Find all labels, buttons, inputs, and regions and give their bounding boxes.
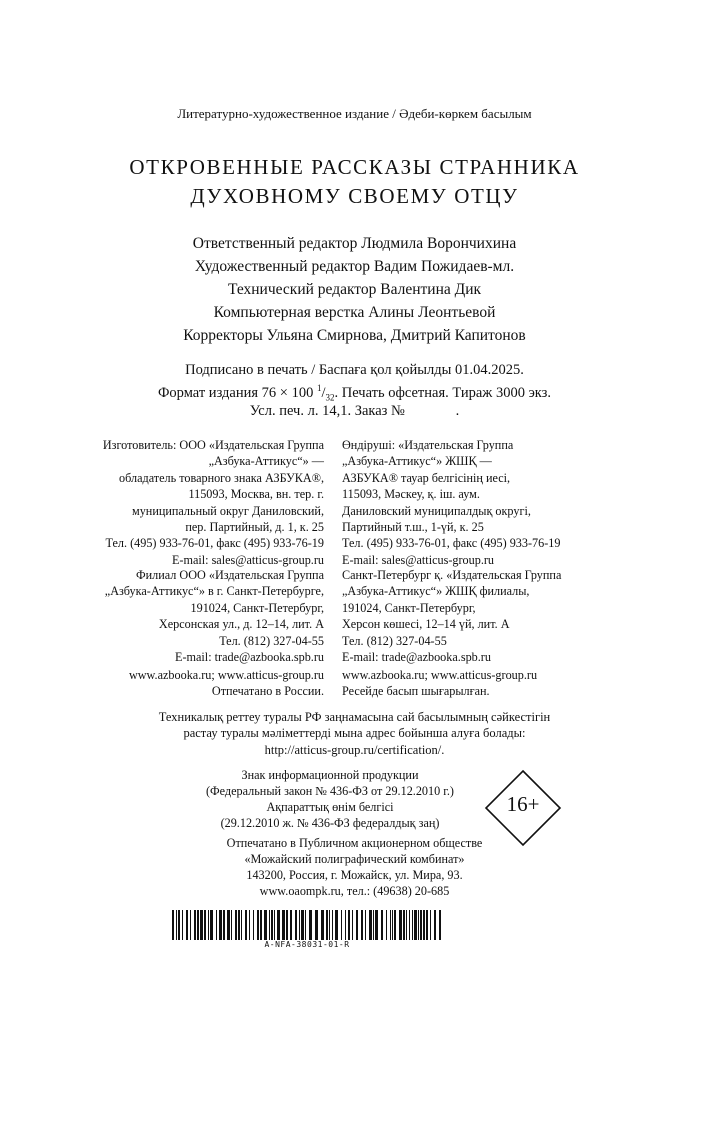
format-text: Формат издания 76 × 100 xyxy=(157,384,317,401)
manufacturer-kz xyxy=(342,437,560,568)
manufacturer-ru-line: пер. Партийный, д. 1, к. 25 xyxy=(185,520,324,535)
printer-info xyxy=(0,835,709,899)
printer-line: «Можайский полиграфический комбинат» xyxy=(244,852,465,866)
certification-notice xyxy=(0,709,709,758)
info-sign-line: (Федеральный закон № 436-ФЗ от 29.12.2010 г.) xyxy=(206,784,454,798)
branch-ru-line: Херсонская ул., д. 12–14, лит. А xyxy=(158,617,324,632)
barcode-icon xyxy=(172,910,442,940)
print-order-line: Усл. печ. л. 14,1. Заказ № . xyxy=(249,403,460,419)
credit-line: Технический редактор Валентина Дик xyxy=(227,281,482,298)
credit-line: Корректоры Ульяна Смирнова, Дмитрий Капитонов xyxy=(183,327,526,344)
manufacturer-kz-line: 115093, Мәскеу, қ. іш. аум. xyxy=(342,487,480,502)
printer-line: 143200, Россия, г. Можайск, ул. Мира, 93. xyxy=(246,868,463,882)
certification-line: Техникалық реттеу туралы РФ заңнамасына сай басылымның сәйкестігін xyxy=(158,710,551,724)
web-kz-line: Ресейде басып шығарылған. xyxy=(342,684,490,699)
manufacturer-ru-line: „Азбука-Аттикус“» — xyxy=(208,454,324,469)
branch-kz xyxy=(342,567,561,665)
manufacturer-kz-line: Тел. (495) 933-76-01, факс (495) 933-76-19 xyxy=(342,536,561,551)
credit-line: Художественный редактор Вадим Пожидаев-мл. xyxy=(194,258,515,275)
manufacturer-kz-line: „Азбука-Аттикус“» ЖШҚ — xyxy=(342,454,492,469)
barcode-text: A-NFA-38031-01-R xyxy=(264,940,350,949)
fraction-denominator: 32 xyxy=(325,392,335,403)
branch-ru-line: Филиал ООО «Издательская Группа xyxy=(136,568,324,582)
manufacturer-ru-line: 115093, Москва, вн. тер. г. xyxy=(188,487,324,502)
web-ru-line: www.azbooka.ru; www.atticus-group.ru xyxy=(128,668,324,682)
credit-line: Компьютерная верстка Алины Леонтьевой xyxy=(213,304,496,321)
branch-kz-line: „Азбука-Аттикус“» ЖШҚ филиалы, xyxy=(342,584,530,599)
branch-kz-line: Тел. (812) 327-04-55 xyxy=(342,633,447,648)
info-sign-line: (29.12.2010 ж. № 436-ФЗ федералдық заң) xyxy=(220,816,440,830)
info-sign-line: Ақпараттық өнім белгісі xyxy=(266,800,394,814)
age-rating-label: 16+ xyxy=(506,792,540,816)
format-text-tail: . Печать офсетная. Тираж 3000 экз. xyxy=(334,384,552,401)
manufacturer-ru-line: обладатель товарного знака АЗБУКА®, xyxy=(119,470,324,485)
manufacturer-kz-line: E-mail: sales@atticus-group.ru xyxy=(342,552,495,567)
branch-kz-line: Херсон көшесі, 12–14 үй, лит. А xyxy=(342,617,510,632)
manufacturer-kz-line: Өндіруші: «Издательская Группа xyxy=(342,438,514,452)
branch-ru-line: Тел. (812) 327-04-55 xyxy=(219,633,324,648)
manufacturer-ru-line: E-mail: sales@atticus-group.ru xyxy=(171,552,324,567)
edition-type: Литературно-художественное издание / Әдеби-көркем басылым xyxy=(177,106,532,121)
manufacturer-ru-line: Изготовитель: ООО «Издательская Группа xyxy=(102,438,324,452)
web-kz-line: www.azbooka.ru; www.atticus-group.ru xyxy=(342,668,538,682)
certification-line: http://atticus-group.ru/certification/. xyxy=(264,742,445,757)
web-ru xyxy=(129,667,324,700)
print-signed-line: Подписано в печать / Басп​аға қол қойылды 01.04.2025. xyxy=(185,362,524,378)
branch-kz-line: 191024, Санкт-Петербург, xyxy=(342,600,476,615)
web-ru-line: Отпечатано в России. xyxy=(211,684,324,699)
branch-kz-line: Санкт-Петербург қ. «Издательская Группа xyxy=(342,568,562,582)
printer-line: Отпечатано в Публичном акционерном обществе xyxy=(226,836,483,850)
certification-line: растау туралы мәліметтерді мына адрес бойынша алуға болады: xyxy=(183,726,526,741)
manufacturer-kz-line: Партийный т.ш., 1-үй, к. 25 xyxy=(342,520,484,535)
book-title-line-1: ОТКРОВЕННЫЕ РАССКАЗЫ СТРАННИКА xyxy=(129,155,580,179)
branch-kz-line: E-mail: trade@azbooka.spb.ru xyxy=(342,650,491,665)
info-product-sign xyxy=(150,767,510,831)
manufacturer-ru-line: Тел. (495) 933-76-01, факс (495) 933-76-19 xyxy=(105,536,324,551)
credit-line: Ответственный редактор Людмила Ворончихина xyxy=(192,235,517,252)
info-sign-line: Знак информационной продукции xyxy=(241,768,419,782)
fraction-separator: / xyxy=(321,384,326,401)
branch-ru xyxy=(105,567,324,665)
manufacturer-ru-line: муниципальный округ Даниловский, xyxy=(132,503,324,518)
book-title-line-2: ДУХОВНОМУ СВОЕМУ ОТЦУ xyxy=(190,184,519,208)
fraction-numerator: 1 xyxy=(316,383,322,393)
printer-line: www.oaompk.ru, тел.: (49638) 20-685 xyxy=(259,884,450,898)
print-format-line xyxy=(0,383,709,403)
manufacturer-kz-line: Даниловский муниципалдық округі, xyxy=(342,503,531,518)
branch-ru-line: 191024, Санкт-Петербург, xyxy=(190,600,324,615)
web-kz xyxy=(342,667,537,700)
manufacturer-kz-line: АЗБУКА® тауар белгісінің иесі, xyxy=(342,470,511,485)
branch-ru-line: „Азбука-Аттикус“» в г. Санкт-Петербурге, xyxy=(104,584,324,599)
branch-ru-line: E-mail: trade@azbooka.spb.ru xyxy=(175,650,324,665)
manufacturer-ru xyxy=(103,437,324,568)
